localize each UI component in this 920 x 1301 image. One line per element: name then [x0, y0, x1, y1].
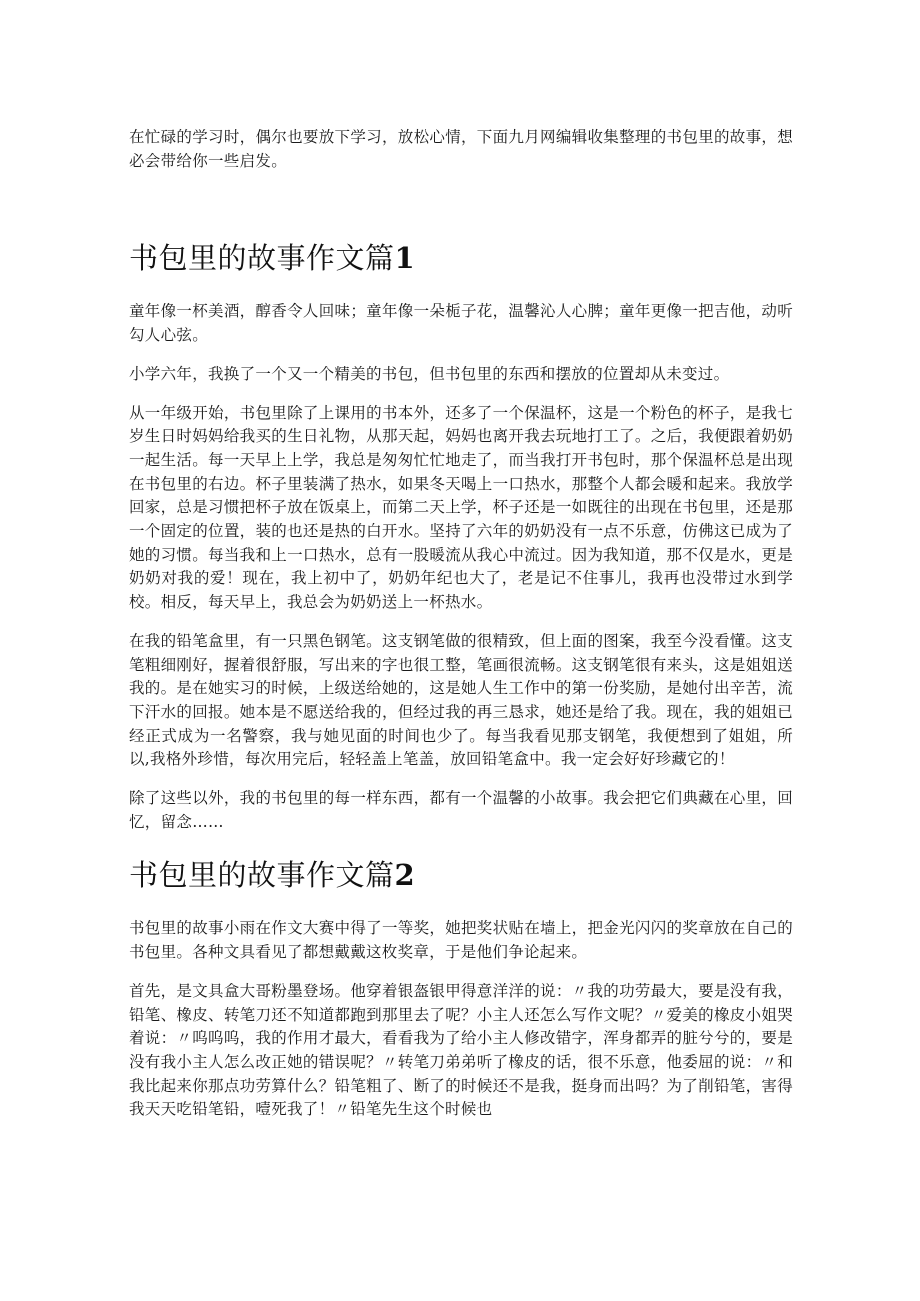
heading-text: 书包里的故事作文篇 [129, 858, 395, 893]
body-paragraph: 从一年级开始，书包里除了上课用的书本外，还多了一个保温杯，这是一个粉色的杯子，是我七岁生日时妈妈给我买的生日礼物，从那天起，妈妈也离开我去玩地打工了。之后，我便跟着奶奶一起生活。每一天早上上学，我总是匆匆忙忙地走了，而当我打开书包时，那个保温杯总是出现在书包里的右边。杯子里装满了热水，如果冬天喝上一口热水，那整个人都会暖和起来。我放学回家，总是习惯把杯子放在饭桌上，而第二天上学，杯子还是一如既往的出现在书包里，还是那一个固定的位置，装的也还是热的白开水。坚持了六年的奶奶没有一点不乐意，仿佛这已成为了她的习惯。每当我和上一口热水，总有一股暖流从我心中流过。因为我知道，那不仅是水，更是奶奶对我的爱！现在，我上初中了，奶奶年纪也大了，老是记不住事儿，我再也没带过水到学校。相反，每天早上，我总会为奶奶送上一杯热水。 [129, 403, 793, 612]
heading-number: 1 [394, 241, 416, 276]
body-paragraph: 首先，是文具盒大哥粉墨登场。他穿着银盔银甲得意洋洋的说：〃我的功劳最大，要是没有我，铅笔、橡皮、转笔刀还不知道都跑到那里去了呢？小主人还怎么写作文呢？〃爱美的橡皮小姐哭着说：〃呜呜呜，我的作用才最大，看看我为了给小主人修改错字，浑身都弄的脏兮兮的，要是没有我小主人怎么改正她的错误呢？〃转笔刀弟弟听了橡皮的话，很不乐意，他委屈的说：〃和我比起来你那点功劳算什么？铅笔粗了、断了的时候还不是我，挺身而出吗？为了削铅笔，害得我天天吃铅笔铅，噎死我了！〃铅笔先生这个时候也 [129, 981, 793, 1119]
intro-paragraph: 在忙碌的学习时，偶尔也要放下学习，放松心情，下面九月网编辑收集整理的书包里的故事，想必会带给你一些启发。 [129, 128, 793, 170]
body-paragraph: 童年像一杯美酒，醇香令人回味；童年像一朵栀子花，温馨沁人心脾；童年更像一把吉他，动听勾人心弦。 [129, 302, 793, 345]
heading-number: 2 [394, 858, 416, 893]
section-heading [129, 239, 793, 277]
body-paragraph: 书包里的故事小雨在作文大赛中得了一等奖，她把奖状贴在墙上，把金光闪闪的奖章放在自己的书包里。各种文具看见了都想戴戴这枚奖章，于是他们争论起来。 [129, 919, 793, 962]
body-paragraph: 在我的铅笔盒里，有一只黑色钢笔。这支钢笔做的很精致，但上面的图案，我至今没看懂。这支笔粗细刚好，握着很舒服，写出来的字也很工整，笔画很流畅。这支钢笔很有来头，这是姐姐送我的。是在她实习的时候，上级送给她的，这是她人生工作中的第一份奖励，是她付出辛苦，流下汗水的回报。她本是不愿送给我的，但经过我的再三恳求，她还是给了我。现在，我的姐姐已经正式成为一名警察，我与她见面的时间也少了。每当我看见那支钢笔，我便想到了姐姐，所以,我格外珍惜，每次用完后，轻轻盖上笔盖，放回铅笔盒中。我一定会好好珍藏它的！ [129, 631, 793, 769]
essay-section-2 [129, 856, 793, 1122]
essay-section-1 [129, 239, 793, 834]
heading-text: 书包里的故事作文篇 [129, 241, 395, 276]
document-page [129, 126, 793, 1137]
body-paragraph: 除了这些以外，我的书包里的每一样东西，都有一个温馨的小故事。我会把它们典藏在心里，回忆，留念…… [129, 789, 793, 831]
body-paragraph: 小学六年，我换了一个又一个精美的书包，但书包里的东西和摆放的位置却从未变过。 [129, 364, 730, 383]
section-heading [129, 856, 793, 894]
